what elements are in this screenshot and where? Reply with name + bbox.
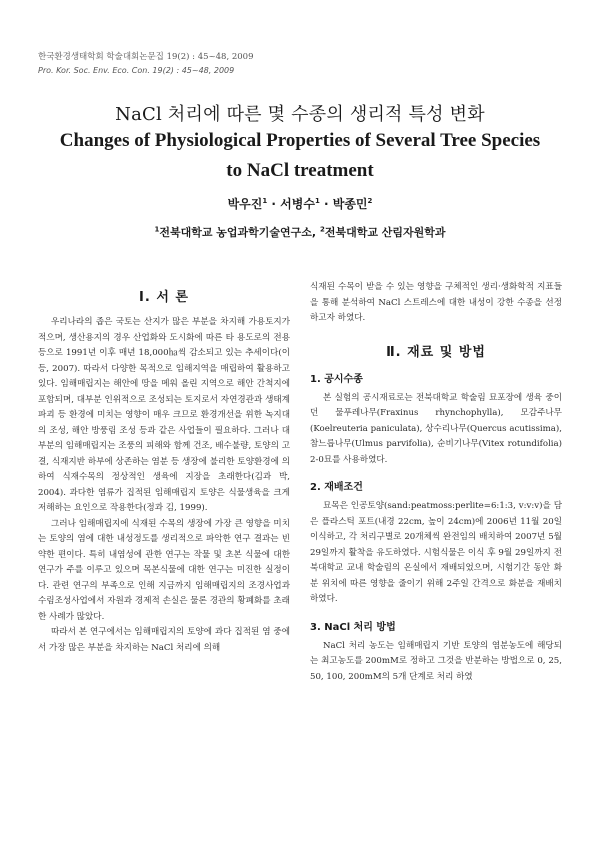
- section-heading-methods: Ⅱ. 재료 및 방법: [386, 344, 486, 360]
- affiliations: [0, 224, 600, 240]
- journal-citation-en: Pro. Kor. Soc. Env. Eco. Con. 19(2) : 45~48, 2009: [38, 66, 235, 75]
- paragraph: 본 실험의 공시재료로는 전북대학교 학술림 묘포장에 생육 중이던 물푸레나무(Fraxinus rhynchophylla), 모감주나무(Koelreuteria paniculata), 상수리나무(Quercus acutissima), 참느릅나무(Ulmus parvifolia), 순비기나무(Vitex rotundifolia) 2-0묘를 사용하였다.: [310, 392, 562, 465]
- subsection-heading: 3. NaCl 처리 방법: [310, 621, 396, 633]
- paragraph: 그러나 임해매립지에 식재된 수목의 생장에 가장 큰 영향을 미치는 토양의 염에 대한 내성정도를 생리적으로 파악한 연구 결과는 빈약한 편이다. 특히 내염성에 관한 연구는 작물 및 초본 식물에 대한 연구가 주를 이루고 있으며 목본식물에 대한 연구는 미진한 실정이다. 관련 연구의 부족으로 인해 지금까지 임해매립지의 조경사업과 수림조성사업에서 자원과 경제적 손실은 물론 경관의 황폐화를 초래한 사례가 많았다.: [38, 518, 290, 622]
- affiliation-sup: 1: [154, 225, 160, 234]
- journal-citation-ko: 한국환경생태학회 학술대회논문집 19(2) : 45~48, 2009: [38, 52, 254, 62]
- title-english-line1: Changes of Physiological Properties of Several Tree Species: [59, 130, 541, 151]
- author-separator: ·: [319, 197, 333, 211]
- author-list: [0, 195, 600, 212]
- paragraph: 식재된 수목이 받을 수 있는 영향을 구체적인 생리·생화학적 지표들을 통해 분석하여 NaCl 스트레스에 대한 내성이 강한 수종을 선정하고자 하였다.: [310, 282, 562, 323]
- subsection-heading: 1. 공시수종: [310, 373, 363, 385]
- subsection-heading: 2. 재배조건: [310, 482, 363, 493]
- left-column: [38, 280, 290, 656]
- author-separator: ·: [267, 197, 281, 211]
- paragraph: NaCl 처리 농도는 임해매립지 기반 토양의 염분농도에 해당되는 최고농도를 200mM로 정하고 그것을 반분하는 방법으로 0, 25, 50, 100, 200mM의 5개 단계로 처리 하였: [310, 640, 562, 682]
- author-name: 박우진: [227, 197, 263, 211]
- author-sup: 1: [262, 197, 268, 205]
- author-sup: 2: [367, 197, 373, 205]
- affiliation-sup: 2: [319, 225, 325, 234]
- journal-header: [38, 50, 253, 78]
- paragraph: 우리나라의 좁은 국토는 산지가 많은 부분을 차지해 가용토지가 적으며, 생산용지의 경우 산업화와 도시화에 따른 타 용도로의 전용 등으로 1991년 이후 매년 18,000㏊씩 감소되고 있는 추세이다(이 등, 2007). 따라서 다양한 목적으로 임해지역을 매립하여 활용하고 있다. 임해매립지는 해안에 땅을 메워 올린 지역으로 해안 간척지에 포함되며, 대부분 인위적으로 조성되는 토지로서 자연경관과 생태계 파괴 등 환경에 미치는 영향이 매우 크므로 환경개선을 위한 녹지대의 조성, 해안 방풍림 조성 등과 같은 사업들이 필요하다. 그러나 대부분의 임해매립지는 조풍의 피해와 함께 건조, 배수불량, 토양의 고결, 식재지반 하부에 상존하는 염분 등 생장에 불리한 토양환경에 의하여 식재수목의 정상적인 생육에 지장을 초래한다(김과 박, 2004). 과다한 염류가 집적된 임해매립지 토양은 식물생육을 크게 저해하는 요인으로 작용한다(정과 김, 1999).: [38, 317, 290, 513]
- affiliation-text: 전북대학교 산림자원학과: [324, 226, 446, 239]
- paragraph: 묘목은 인공토양(sand:peatmoss:perlite=6:1:3, v:v:v)을 담은 플라스틱 포트(내경 22cm, 높이 24cm)에 2006년 11월 20일 이식하고, 각 처리구별로 20개체씩 완전임의 배치하여 2007년 5월 29일까지 활착을 유도하였다. 시험식물은 이식 후 9월 29일까지 전북대학교 교내 학술림의 온실에서 재배되었으며, 시험기간 동안 화분 위치에 따른 영향을 줄이기 위해 2주일 간격으로 화분을 재배치하였다.: [310, 501, 562, 604]
- title-korean: NaCl 처리에 따른 몇 수종의 생리적 특성 변화: [115, 104, 485, 125]
- paragraph: 따라서 본 연구에서는 임해매립지의 토양에 과다 집적된 염 중에서 가장 많은 부분을 차지하는 NaCl 처리에 의해: [38, 627, 290, 653]
- section-heading-introduction: Ⅰ. 서 론: [139, 290, 189, 305]
- author-sup: 1: [314, 197, 320, 205]
- right-column: [310, 280, 562, 685]
- author-name: 박종민: [332, 197, 368, 211]
- author-name: 서병수: [280, 197, 315, 211]
- title-english-line2: to NaCl treatment: [226, 160, 374, 181]
- affiliation-text: 전북대학교 농업과학기술연구소,: [159, 226, 320, 239]
